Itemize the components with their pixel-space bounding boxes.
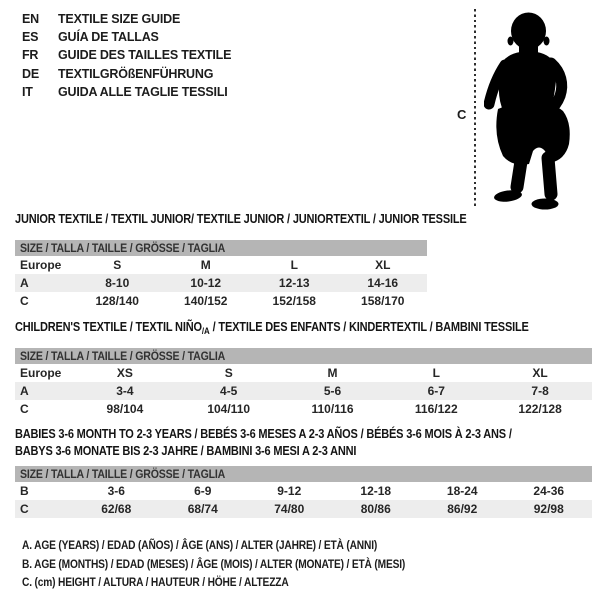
legend-line [22, 555, 473, 574]
children-size-table [15, 348, 592, 418]
size-cell: 12-18 [360, 484, 392, 498]
legend-line-b: B. AGE (MONTHS) / EDAD (MESES) / ÂGE (MOIS) / ALTER (MONATE) / ETÀ (MESI) [22, 556, 406, 571]
size-cell: 86/92 [447, 502, 478, 516]
size-cell: L [432, 366, 440, 380]
junior-section-title [15, 212, 528, 226]
size-cell: 24-36 [533, 484, 565, 498]
size-cell: 6-7 [427, 384, 445, 398]
height-marker-label: C [457, 107, 467, 122]
language-row [22, 65, 231, 83]
size-cell: 104/110 [207, 402, 251, 416]
table-row [15, 256, 427, 274]
size-cell: 7-8 [531, 384, 549, 398]
legend-line [22, 536, 473, 555]
toddler-silhouette-icon [484, 5, 598, 211]
size-cell: 14-16 [367, 276, 399, 290]
size-cell: 140/152 [184, 294, 228, 308]
size-cell: 10-12 [190, 276, 222, 290]
row-label: A [20, 276, 29, 290]
legend-line-a: A. AGE (YEARS) / EDAD (AÑOS) / ÂGE (ANS) / ALTER (JAHRE) / ETÀ (ANNI) [22, 538, 378, 552]
size-cell: 80/86 [360, 502, 391, 516]
size-cell: M [200, 258, 211, 272]
size-header-label: SIZE / TALLA / TAILLE / GRÖSSE / TAGLIA [20, 241, 226, 255]
size-cell: 4-5 [220, 384, 238, 398]
size-cell: S [113, 258, 122, 272]
row-label: Europe [20, 366, 62, 380]
language-code: IT [22, 84, 33, 99]
height-measure-dashed-line [474, 9, 476, 207]
language-code: EN [22, 12, 39, 26]
row-label: C [20, 294, 29, 308]
size-cell: L [290, 258, 298, 272]
size-cell: XL [375, 258, 391, 272]
table-row [15, 364, 592, 382]
size-cell: 116/122 [414, 402, 458, 416]
language-header [22, 10, 231, 101]
size-cell: S [224, 366, 233, 380]
size-cell: 68/74 [187, 502, 218, 516]
language-title: TEXTILGRÖßENFÜHRUNG [58, 66, 214, 81]
size-header-bar [15, 240, 427, 256]
size-cell: 3-6 [107, 484, 125, 498]
children-title-subscript: /A [201, 326, 210, 336]
size-cell: 5-6 [323, 384, 342, 398]
junior-size-table [15, 240, 427, 310]
table-row [15, 400, 592, 418]
babies-size-table [15, 466, 592, 518]
legend-line [22, 573, 473, 592]
row-label: C [20, 402, 29, 416]
language-row [22, 10, 231, 28]
language-row [22, 83, 231, 101]
size-header-bar [15, 466, 592, 482]
babies-section-title-line1: BABIES 3-6 MONTH TO 2-3 YEARS / BEBÉS 3-6 MESES A 2-3 AÑOS / BÉBÉS 3-6 MOIS À 2-3 ANS / [15, 427, 512, 441]
language-row [22, 46, 231, 64]
language-title: TEXTILE SIZE GUIDE [58, 12, 181, 26]
size-cell: 152/158 [272, 294, 316, 308]
measurement-legend [22, 536, 473, 592]
size-cell: 3-4 [116, 384, 134, 398]
row-label: Europe [20, 258, 62, 272]
babies-section-title-line2: BABYS 3-6 MONATE BIS 2-3 JAHRE / BAMBINI 3-6 MESI A 2-3 ANNI [15, 443, 357, 458]
table-row [15, 500, 592, 518]
size-cell: 74/80 [274, 502, 305, 516]
language-title: GUIDA ALLE TAGLIE TESSILI [58, 84, 228, 99]
legend-line-c: C. (cm) HEIGHT / ALTURA / HAUTEUR / HÖHE / ALTEZZA [22, 575, 289, 589]
size-cell: 128/140 [95, 294, 139, 308]
size-header-bar [15, 348, 592, 364]
size-cell: 92/98 [533, 502, 564, 516]
babies-section-title [15, 426, 579, 459]
table-row [15, 382, 592, 400]
size-cell: 9-12 [277, 484, 302, 498]
language-title: GUÍA DE TALLAS [58, 30, 159, 45]
row-label: C [20, 502, 29, 516]
size-cell: 158/170 [361, 294, 405, 308]
language-code: ES [22, 30, 39, 45]
size-header-label: SIZE / TALLA / TAILLE / GRÖSSE / TAGLIA [20, 467, 226, 481]
row-label: B [20, 484, 29, 498]
size-cell: 62/68 [101, 502, 132, 516]
size-header-label: SIZE / TALLA / TAILLE / GRÖSSE / TAGLIA [20, 349, 226, 363]
language-code: DE [22, 66, 39, 81]
junior-section-title-text: JUNIOR TEXTILE / TEXTIL JUNIOR/ TEXTILE JUNIOR / JUNIORTEXTIL / JUNIOR TESSILE [15, 212, 467, 226]
size-cell: 6-9 [194, 484, 212, 498]
size-cell: 98/104 [106, 402, 144, 416]
table-row [15, 482, 592, 500]
size-cell: XS [116, 366, 133, 380]
language-row [22, 28, 231, 46]
language-code: FR [22, 48, 39, 63]
size-cell: 18-24 [446, 484, 478, 498]
size-cell: XL [532, 366, 548, 380]
size-cell: 12-13 [278, 276, 310, 290]
size-cell: M [327, 366, 338, 380]
size-cell: 8-10 [105, 276, 130, 290]
children-title-prefix: CHILDREN'S TEXTILE / TEXTIL NIÑO [15, 320, 202, 334]
row-label: A [20, 384, 29, 398]
table-row [15, 274, 427, 292]
children-section-title-text [15, 320, 529, 336]
size-cell: 110/116 [311, 402, 354, 416]
children-title-suffix: / TEXTILE DES ENFANTS / KINDERTEXTIL / BAMBINI TESSILE [209, 320, 529, 334]
children-section-title [15, 320, 599, 336]
size-cell: 122/128 [518, 402, 562, 416]
language-title: GUIDE DES TAILLES TEXTILE [58, 48, 232, 63]
table-row [15, 292, 427, 310]
